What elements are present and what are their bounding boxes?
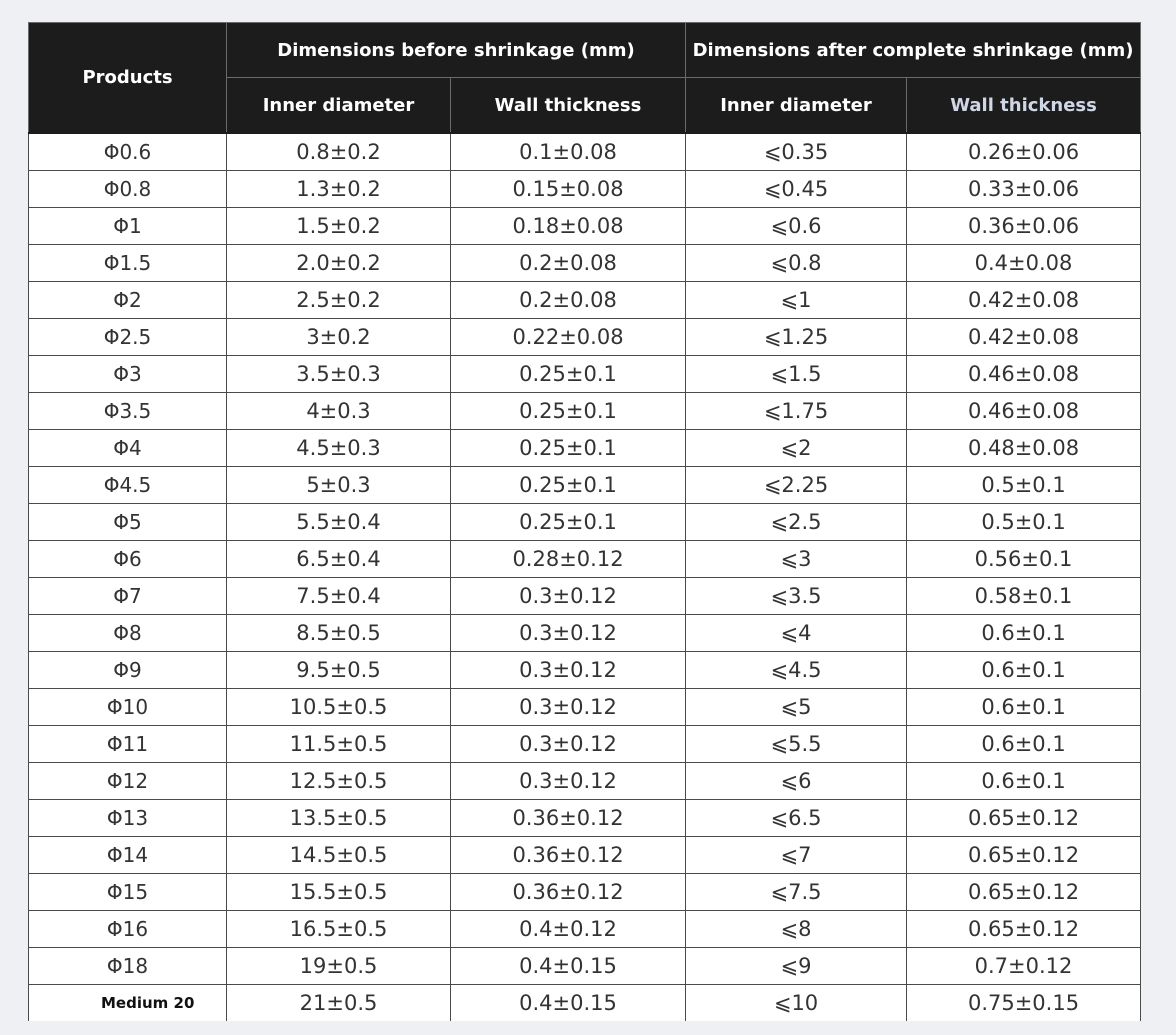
- before-inner-diameter-cell: 5±0.3: [227, 467, 451, 504]
- before-wall-thickness-cell: 0.15±0.08: [451, 171, 686, 208]
- after-inner-diameter-cell: ⩽0.35: [686, 133, 907, 171]
- after-wall-thickness-cell: 0.65±0.12: [907, 800, 1141, 837]
- product-cell: Φ8: [29, 615, 227, 652]
- after-inner-diameter-cell: ⩽0.6: [686, 208, 907, 245]
- product-cell: Φ4: [29, 430, 227, 467]
- before-inner-diameter-cell: 19±0.5: [227, 948, 451, 985]
- before-wall-thickness-cell: 0.3±0.12: [451, 578, 686, 615]
- before-inner-diameter-cell: 0.8±0.2: [227, 133, 451, 171]
- table-row: [29, 171, 1141, 208]
- product-cell: Φ13: [29, 800, 227, 837]
- product-cell: Medium 20: [29, 985, 227, 1022]
- table-row: [29, 985, 1141, 1022]
- table-row: [29, 133, 1141, 171]
- table-row: [29, 763, 1141, 800]
- product-cell: Φ11: [29, 726, 227, 763]
- product-cell: Φ7: [29, 578, 227, 615]
- table-header: [29, 23, 1141, 134]
- after-wall-thickness-cell: 0.46±0.08: [907, 356, 1141, 393]
- table-row: [29, 430, 1141, 467]
- before-inner-diameter-cell: 16.5±0.5: [227, 911, 451, 948]
- table-row: [29, 282, 1141, 319]
- product-cell: Φ2.5: [29, 319, 227, 356]
- table-row: [29, 393, 1141, 430]
- header-after-wall-thickness: Wall thickness: [907, 78, 1141, 134]
- after-inner-diameter-cell: ⩽1: [686, 282, 907, 319]
- table-row: [29, 541, 1141, 578]
- before-inner-diameter-cell: 21±0.5: [227, 985, 451, 1022]
- after-wall-thickness-cell: 0.5±0.1: [907, 467, 1141, 504]
- after-wall-thickness-cell: 0.65±0.12: [907, 837, 1141, 874]
- after-wall-thickness-cell: 0.33±0.06: [907, 171, 1141, 208]
- after-wall-thickness-cell: 0.75±0.15: [907, 985, 1141, 1022]
- product-cell: Φ1.5: [29, 245, 227, 282]
- product-cell: Φ9: [29, 652, 227, 689]
- before-wall-thickness-cell: 0.3±0.12: [451, 726, 686, 763]
- product-cell: Φ4.5: [29, 467, 227, 504]
- table-row: [29, 726, 1141, 763]
- after-inner-diameter-cell: ⩽8: [686, 911, 907, 948]
- after-inner-diameter-cell: ⩽2.25: [686, 467, 907, 504]
- after-inner-diameter-cell: ⩽1.25: [686, 319, 907, 356]
- before-wall-thickness-cell: 0.3±0.12: [451, 689, 686, 726]
- after-inner-diameter-cell: ⩽4.5: [686, 652, 907, 689]
- after-wall-thickness-cell: 0.42±0.08: [907, 319, 1141, 356]
- table-row: [29, 578, 1141, 615]
- after-inner-diameter-cell: ⩽5.5: [686, 726, 907, 763]
- after-inner-diameter-cell: ⩽6.5: [686, 800, 907, 837]
- after-inner-diameter-cell: ⩽7: [686, 837, 907, 874]
- before-inner-diameter-cell: 3±0.2: [227, 319, 451, 356]
- product-cell: Φ6: [29, 541, 227, 578]
- before-wall-thickness-cell: 0.25±0.1: [451, 393, 686, 430]
- before-wall-thickness-cell: 0.36±0.12: [451, 800, 686, 837]
- product-cell: Φ15: [29, 874, 227, 911]
- after-wall-thickness-cell: 0.65±0.12: [907, 874, 1141, 911]
- after-wall-thickness-cell: 0.6±0.1: [907, 615, 1141, 652]
- after-wall-thickness-cell: 0.7±0.12: [907, 948, 1141, 985]
- after-inner-diameter-cell: ⩽4: [686, 615, 907, 652]
- after-inner-diameter-cell: ⩽2: [686, 430, 907, 467]
- table-row: [29, 800, 1141, 837]
- table-row: [29, 911, 1141, 948]
- after-inner-diameter-cell: ⩽0.8: [686, 245, 907, 282]
- before-inner-diameter-cell: 5.5±0.4: [227, 504, 451, 541]
- before-wall-thickness-cell: 0.3±0.12: [451, 615, 686, 652]
- before-wall-thickness-cell: 0.36±0.12: [451, 837, 686, 874]
- before-wall-thickness-cell: 0.22±0.08: [451, 319, 686, 356]
- table-row: [29, 689, 1141, 726]
- header-before-wall-thickness: Wall thickness: [451, 78, 686, 134]
- table-row: [29, 467, 1141, 504]
- before-inner-diameter-cell: 6.5±0.4: [227, 541, 451, 578]
- before-wall-thickness-cell: 0.2±0.08: [451, 282, 686, 319]
- before-inner-diameter-cell: 7.5±0.4: [227, 578, 451, 615]
- table-row: [29, 874, 1141, 911]
- product-cell: Φ1: [29, 208, 227, 245]
- product-cell: Φ12: [29, 763, 227, 800]
- table-row: [29, 208, 1141, 245]
- header-after-shrinkage: Dimensions after complete shrinkage (mm): [686, 23, 1141, 78]
- after-wall-thickness-cell: 0.5±0.1: [907, 504, 1141, 541]
- table-row: [29, 615, 1141, 652]
- before-wall-thickness-cell: 0.25±0.1: [451, 430, 686, 467]
- before-inner-diameter-cell: 4.5±0.3: [227, 430, 451, 467]
- product-cell: Φ3.5: [29, 393, 227, 430]
- before-inner-diameter-cell: 8.5±0.5: [227, 615, 451, 652]
- product-cell: Φ3: [29, 356, 227, 393]
- after-inner-diameter-cell: ⩽10: [686, 985, 907, 1022]
- before-inner-diameter-cell: 3.5±0.3: [227, 356, 451, 393]
- table-row: [29, 245, 1141, 282]
- after-wall-thickness-cell: 0.6±0.1: [907, 689, 1141, 726]
- header-row-groups: [29, 23, 1141, 78]
- after-wall-thickness-cell: 0.6±0.1: [907, 763, 1141, 800]
- after-wall-thickness-cell: 0.4±0.08: [907, 245, 1141, 282]
- before-wall-thickness-cell: 0.2±0.08: [451, 245, 686, 282]
- before-inner-diameter-cell: 1.5±0.2: [227, 208, 451, 245]
- before-wall-thickness-cell: 0.36±0.12: [451, 874, 686, 911]
- before-wall-thickness-cell: 0.25±0.1: [451, 504, 686, 541]
- before-inner-diameter-cell: 4±0.3: [227, 393, 451, 430]
- after-wall-thickness-cell: 0.42±0.08: [907, 282, 1141, 319]
- after-wall-thickness-cell: 0.46±0.08: [907, 393, 1141, 430]
- product-cell: Φ0.6: [29, 133, 227, 171]
- before-wall-thickness-cell: 0.1±0.08: [451, 133, 686, 171]
- table-row: [29, 356, 1141, 393]
- table-row: [29, 948, 1141, 985]
- before-wall-thickness-cell: 0.3±0.12: [451, 652, 686, 689]
- after-inner-diameter-cell: ⩽3.5: [686, 578, 907, 615]
- after-wall-thickness-cell: 0.58±0.1: [907, 578, 1141, 615]
- header-before-inner-diameter: Inner diameter: [227, 78, 451, 134]
- after-wall-thickness-cell: 0.48±0.08: [907, 430, 1141, 467]
- table-row: [29, 319, 1141, 356]
- before-inner-diameter-cell: 14.5±0.5: [227, 837, 451, 874]
- after-inner-diameter-cell: ⩽7.5: [686, 874, 907, 911]
- after-wall-thickness-cell: 0.36±0.06: [907, 208, 1141, 245]
- header-before-shrinkage: Dimensions before shrinkage (mm): [227, 23, 686, 78]
- after-inner-diameter-cell: ⩽6: [686, 763, 907, 800]
- after-inner-diameter-cell: ⩽2.5: [686, 504, 907, 541]
- before-inner-diameter-cell: 2.5±0.2: [227, 282, 451, 319]
- product-cell: Φ16: [29, 911, 227, 948]
- after-inner-diameter-cell: ⩽1.5: [686, 356, 907, 393]
- product-cell: Φ14: [29, 837, 227, 874]
- header-after-inner-diameter: Inner diameter: [686, 78, 907, 134]
- before-wall-thickness-cell: 0.25±0.1: [451, 467, 686, 504]
- before-wall-thickness-cell: 0.4±0.15: [451, 948, 686, 985]
- after-inner-diameter-cell: ⩽9: [686, 948, 907, 985]
- before-inner-diameter-cell: 15.5±0.5: [227, 874, 451, 911]
- after-wall-thickness-cell: 0.6±0.1: [907, 726, 1141, 763]
- before-inner-diameter-cell: 11.5±0.5: [227, 726, 451, 763]
- product-cell: Φ0.8: [29, 171, 227, 208]
- after-inner-diameter-cell: ⩽3: [686, 541, 907, 578]
- after-inner-diameter-cell: ⩽0.45: [686, 171, 907, 208]
- after-wall-thickness-cell: 0.56±0.1: [907, 541, 1141, 578]
- after-wall-thickness-cell: 0.65±0.12: [907, 911, 1141, 948]
- before-wall-thickness-cell: 0.28±0.12: [451, 541, 686, 578]
- table-row: [29, 504, 1141, 541]
- after-wall-thickness-cell: 0.6±0.1: [907, 652, 1141, 689]
- product-cell: Φ18: [29, 948, 227, 985]
- after-wall-thickness-cell: 0.26±0.06: [907, 133, 1141, 171]
- shrink-tube-dimension-table: [28, 22, 1141, 1021]
- after-inner-diameter-cell: ⩽5: [686, 689, 907, 726]
- spec-sheet: [28, 22, 1140, 1021]
- header-products: Products: [29, 23, 227, 134]
- before-inner-diameter-cell: 13.5±0.5: [227, 800, 451, 837]
- before-wall-thickness-cell: 0.25±0.1: [451, 356, 686, 393]
- before-wall-thickness-cell: 0.4±0.15: [451, 985, 686, 1022]
- before-wall-thickness-cell: 0.3±0.12: [451, 763, 686, 800]
- product-cell: Φ2: [29, 282, 227, 319]
- before-wall-thickness-cell: 0.4±0.12: [451, 911, 686, 948]
- product-cell: Φ10: [29, 689, 227, 726]
- before-inner-diameter-cell: 10.5±0.5: [227, 689, 451, 726]
- before-inner-diameter-cell: 12.5±0.5: [227, 763, 451, 800]
- product-cell: Φ5: [29, 504, 227, 541]
- before-inner-diameter-cell: 9.5±0.5: [227, 652, 451, 689]
- before-inner-diameter-cell: 1.3±0.2: [227, 171, 451, 208]
- after-inner-diameter-cell: ⩽1.75: [686, 393, 907, 430]
- before-wall-thickness-cell: 0.18±0.08: [451, 208, 686, 245]
- table-row: [29, 837, 1141, 874]
- table-body: [29, 133, 1141, 1021]
- table-row: [29, 652, 1141, 689]
- before-inner-diameter-cell: 2.0±0.2: [227, 245, 451, 282]
